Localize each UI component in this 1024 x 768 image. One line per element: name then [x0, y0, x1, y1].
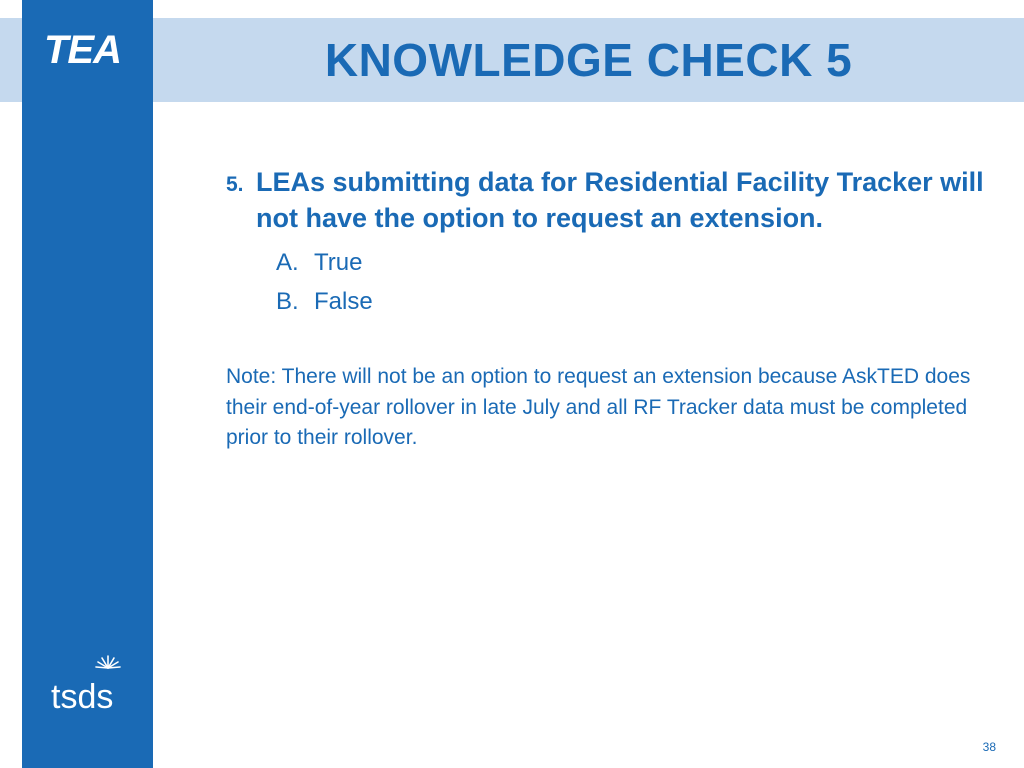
tsds-logo-text: tsds: [51, 678, 114, 716]
option-label: True: [314, 249, 363, 276]
page-title: KNOWLEDGE CHECK 5: [324, 34, 853, 86]
note-text: Note: There will not be an option to request an extension because AskTED does their end-of-year rollover in late July and all RF Tracker data must be completed prior to their rollover.: [226, 365, 971, 449]
question-number: 5.: [226, 173, 244, 196]
option-a: [276, 243, 373, 282]
tsds-logo: [50, 652, 128, 716]
page-number: 38: [982, 740, 996, 754]
answer-options: [276, 243, 373, 321]
option-label: False: [314, 288, 373, 315]
option-letter: B.: [276, 288, 299, 315]
tea-logo: TEA: [44, 28, 121, 72]
question: [226, 164, 1016, 236]
question-text: LEAs submitting data for Residential Facility Tracker will not have the option to request an extension.: [256, 167, 984, 233]
tea-logo-star-icon: [106, 30, 130, 70]
option-b: [276, 282, 373, 321]
option-letter: A.: [276, 249, 299, 276]
